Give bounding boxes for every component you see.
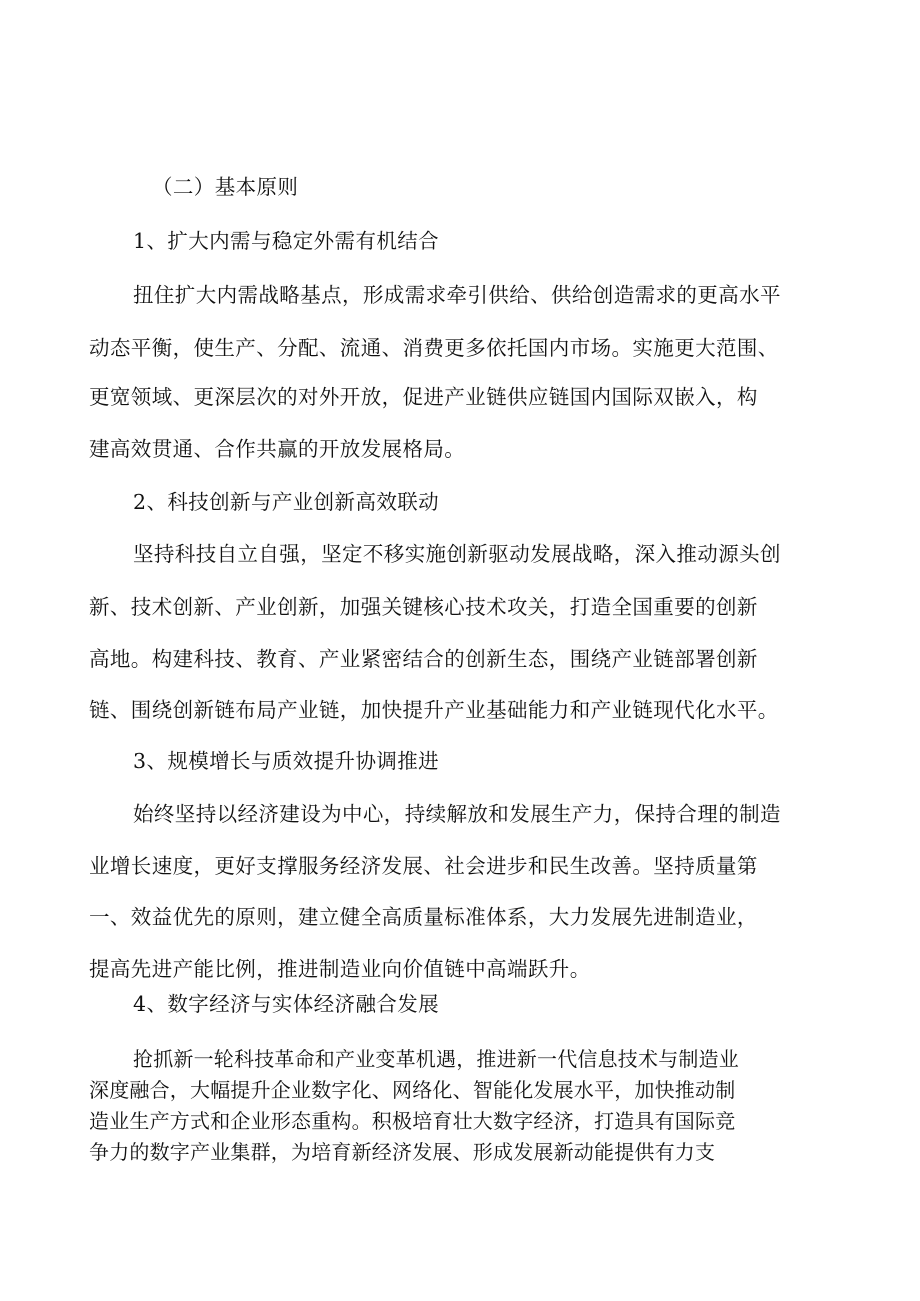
principle-4-line-4: 争力的数字产业集群，为培育新经济发展、形成发展新动能提供有力支 bbox=[89, 1140, 716, 1164]
principle-1-line-3: 更宽领域、更深层次的对外开放，促进产业链供应链国内国际双嵌入，构 bbox=[89, 385, 758, 409]
principle-3-title: 3、规模增长与质效提升协调推进 bbox=[133, 749, 440, 773]
principle-2-line-2: 新、技术创新、产业创新，加强关键核心技术攻关，打造全国重要的创新 bbox=[89, 595, 758, 619]
principle-1-line-2: 动态平衡，使生产、分配、流通、消费更多依托国内市场。实施更大范围、 bbox=[89, 336, 779, 360]
principle-4-line-3: 造业生产方式和企业形态重构。积极培育壮大数字经济，打造具有国际竞 bbox=[89, 1109, 736, 1133]
principle-2-title: 2、科技创新与产业创新高效联动 bbox=[133, 490, 440, 514]
principle-3-line-4: 提高先进产能比例，推进制造业向价值链中高端跃升。 bbox=[89, 957, 591, 981]
principle-4-line-2: 深度融合，大幅提升企业数字化、网络化、智能化发展水平，加快推动制 bbox=[89, 1078, 736, 1102]
principle-2-line-3: 高地。构建科技、教育、产业紧密结合的创新生态，围绕产业链部署创新 bbox=[89, 647, 758, 671]
principle-2-line-4: 链、围绕创新链布局产业链，加快提升产业基础能力和产业链现代化水平。 bbox=[89, 698, 779, 722]
principle-3-line-3: 一、效益优先的原则，建立健全高质量标准体系，大力发展先进制造业， bbox=[89, 905, 758, 929]
principle-3-line-1: 始终坚持以经济建设为中心，持续解放和发展生产力，保持合理的制造 bbox=[133, 802, 781, 826]
principle-1-line-4: 建高效贯通、合作共赢的开放发展格局。 bbox=[89, 437, 466, 461]
section-heading: （二）基本原则 bbox=[152, 175, 299, 199]
principle-4-line-1: 抢抓新一轮科技革命和产业变革机遇，推进新一代信息技术与制造业 bbox=[133, 1047, 739, 1071]
principle-4-title: 4、数字经济与实体经济融合发展 bbox=[133, 992, 440, 1016]
principle-1-line-1: 扭住扩大内需战略基点，形成需求牵引供给、供给创造需求的更高水平 bbox=[133, 283, 781, 307]
principle-1-title: 1、扩大内需与稳定外需有机结合 bbox=[133, 229, 440, 253]
principle-2-line-1: 坚持科技自立自强，坚定不移实施创新驱动发展战略，深入推动源头创 bbox=[133, 542, 781, 566]
principle-3-line-2: 业增长速度，更好支撑服务经济发展、社会进步和民生改善。坚持质量第 bbox=[89, 854, 758, 878]
